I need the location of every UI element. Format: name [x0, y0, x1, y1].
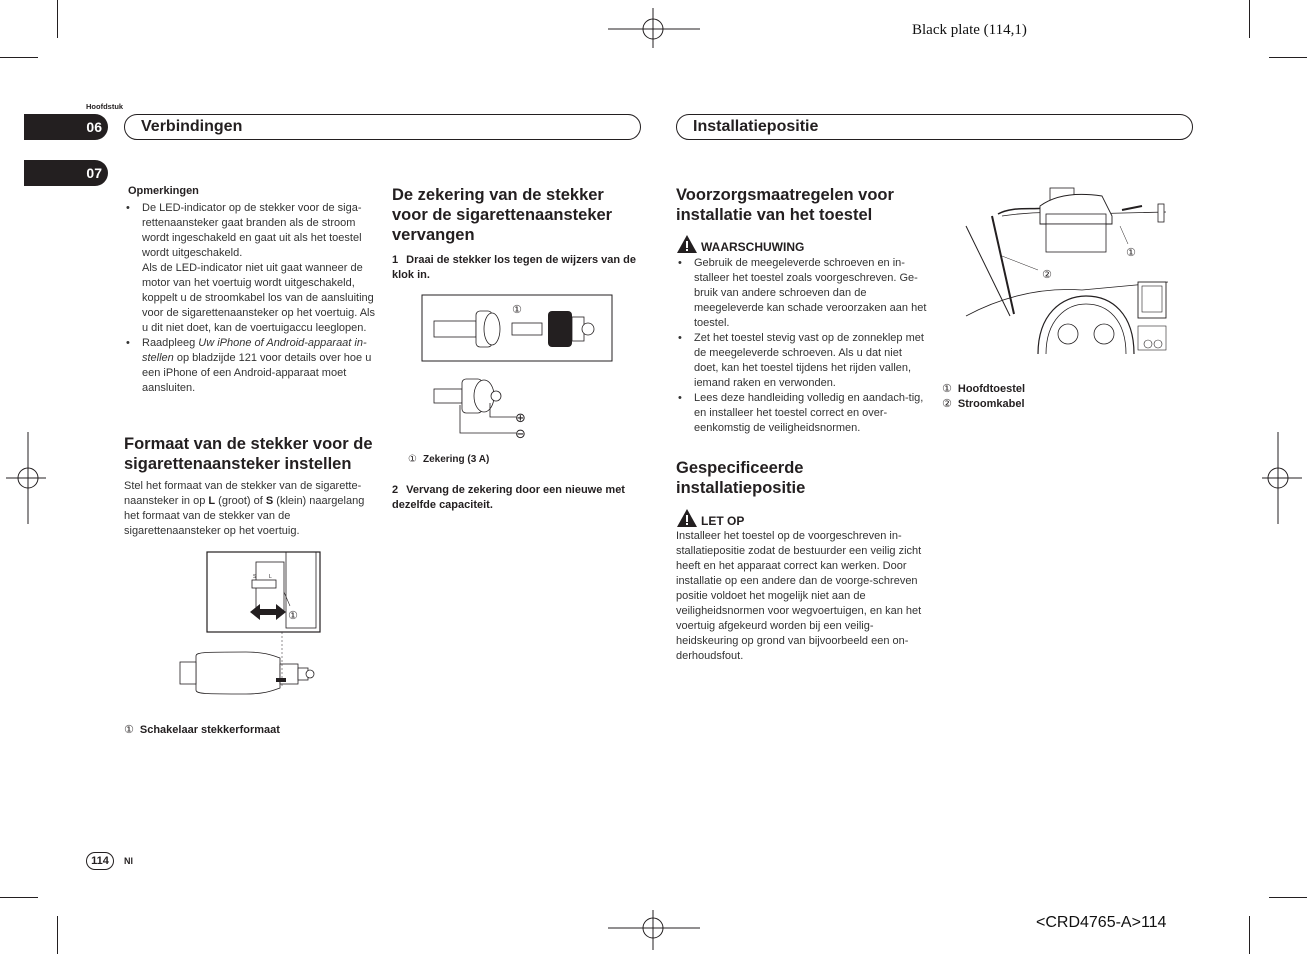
crop-mark [57, 916, 58, 954]
registration-mark [6, 432, 46, 524]
registration-mark [608, 910, 700, 950]
language-code: Nl [124, 856, 133, 866]
cross-reference: Uw iPhone of Android-apparaat in-stellen [142, 337, 367, 364]
switch-label: S [253, 574, 257, 580]
note-text: op bladzijde 121 voor details over hoe u een iPhone of een Android-apparaat moet aansluiten. [142, 352, 372, 394]
crop-mark [1269, 57, 1307, 58]
crop-mark [57, 0, 58, 38]
figure-caption: ① Schakelaar stekkerformaat [124, 724, 280, 736]
crop-mark [1249, 916, 1250, 954]
figure-marker: ② [1042, 269, 1052, 281]
caution-text: Installeer het toestel op de voorgeschreven in-stallatiepositie zodat de bestuurder een veilig zicht heeft en het apparaat correct kan werken. Door installatie op een andere dan de voorge-schreven positie voldoet het mogelijk niet aan de veiligheidsnormen voor wegvoertuigen, en kan het voertuig afgekeurd worden bij een veilig-heidskeuring op grond van bijvoorbeeld een on-derhoudsfout. [676, 530, 922, 662]
section-title: Installatiepositie [693, 118, 819, 135]
document-code: <CRD4765-A>114 [1036, 914, 1167, 931]
figure-caption: ② Stroomkabel [942, 398, 1025, 410]
warning-list [676, 256, 928, 436]
registration-mark [608, 8, 700, 48]
plate-label: Black plate (114,1) [912, 22, 1027, 38]
chapter-tab-07 [24, 160, 108, 186]
section-heading: Gespecificeerde installatiepositie [676, 459, 806, 497]
list-item: • Gebruik de meegeleverde schroeven en in-stalleer het toestel zoals voorgeschreven. Ge-bruik van andere schroeven dan de meegeleverde kan schade veroorzaken aan het toestel. [676, 256, 928, 331]
list-item [124, 201, 376, 336]
warning-icon [676, 234, 698, 254]
section-heading: Formaat van de stekker voor de sigarettenaansteker instellen [124, 435, 373, 473]
chapter-number: 06 [86, 119, 102, 135]
plus-icon: ⊕ [515, 410, 526, 425]
figure-caption: ① Zekering (3 A) [408, 454, 490, 465]
figure-marker: ① [512, 304, 522, 316]
fuse-replacement-figure [420, 293, 616, 443]
note-text: Als de LED-indicator niet uit gaat wanneer de motor van het voertuig wordt uitgeschakeld, koppelt u de stroomkabel los van de aansluiting voor de sigarettenaansteker op het voertuig. Als u dit niet doet, kan de voertuigaccu leeglopen. [142, 262, 375, 334]
paragraph: Stel het formaat van de stekker van de sigarette-naansteker in op L (groot) of S (klein) naargelang het formaat van de stekker van de sigarettenaansteker op het voertuig. [124, 480, 365, 537]
plug-size-switch-figure [176, 548, 326, 698]
note-text: Raadpleeg [142, 337, 199, 349]
crop-mark [1249, 0, 1250, 38]
chapter-number: 07 [86, 165, 102, 181]
notes-heading: Opmerkingen [128, 185, 199, 197]
crop-mark [1269, 897, 1307, 898]
figure-marker: ① [288, 610, 298, 622]
section-title: Verbindingen [141, 118, 243, 135]
caution-icon [676, 508, 698, 528]
step-2: 2 Vervang de zekering door een nieuwe met dezelfde capaciteit. [392, 484, 625, 511]
note-text: De LED-indicator op de stekker voor de siga-rettenaansteker gaat branden als de stroom wordt ingeschakeld en gaat uit als het toestel wordt uitgeschakeld. [142, 202, 362, 259]
minus-icon: ⊖ [515, 426, 526, 441]
crop-mark [0, 897, 38, 898]
notes-list [124, 201, 376, 396]
chapter-label: Hoofdstuk [86, 102, 124, 111]
section-heading: De zekering van de stekker voor de sigarettenaansteker vervangen [392, 186, 613, 244]
crop-mark [0, 57, 38, 58]
caution-label: LET OP [676, 508, 744, 528]
installation-position-figure [962, 186, 1168, 354]
chapter-tab-06 [24, 114, 108, 140]
section-heading: Voorzorgsmaatregelen voor installatie van het toestel [676, 186, 894, 224]
figure-marker: ① [1126, 247, 1136, 259]
section-bar-left [124, 114, 641, 140]
section-bar-right [676, 114, 1193, 140]
step-1: 1 Draai de stekker los tegen de wijzers van de klok in. [392, 254, 637, 281]
list-item: • Lees deze handleiding volledig en aandach-tig, en installeer het toestel correct en over-eenkomstig de veiligheidsnormen. [676, 391, 928, 436]
page-number: 114 [86, 852, 114, 870]
registration-mark [1262, 432, 1302, 524]
switch-label: L [269, 574, 272, 580]
figure-caption: ① Hoofdtoestel [942, 383, 1026, 395]
warning-label: WAARSCHUWING [676, 234, 804, 254]
list-item: • Zet het toestel stevig vast op de zonneklep met de meegeleverde schroeven. Als u dat niet doet, kan het toestel tijdens het rijden vallen, iemand raken en verwonden. [676, 331, 928, 391]
list-item [124, 336, 376, 396]
